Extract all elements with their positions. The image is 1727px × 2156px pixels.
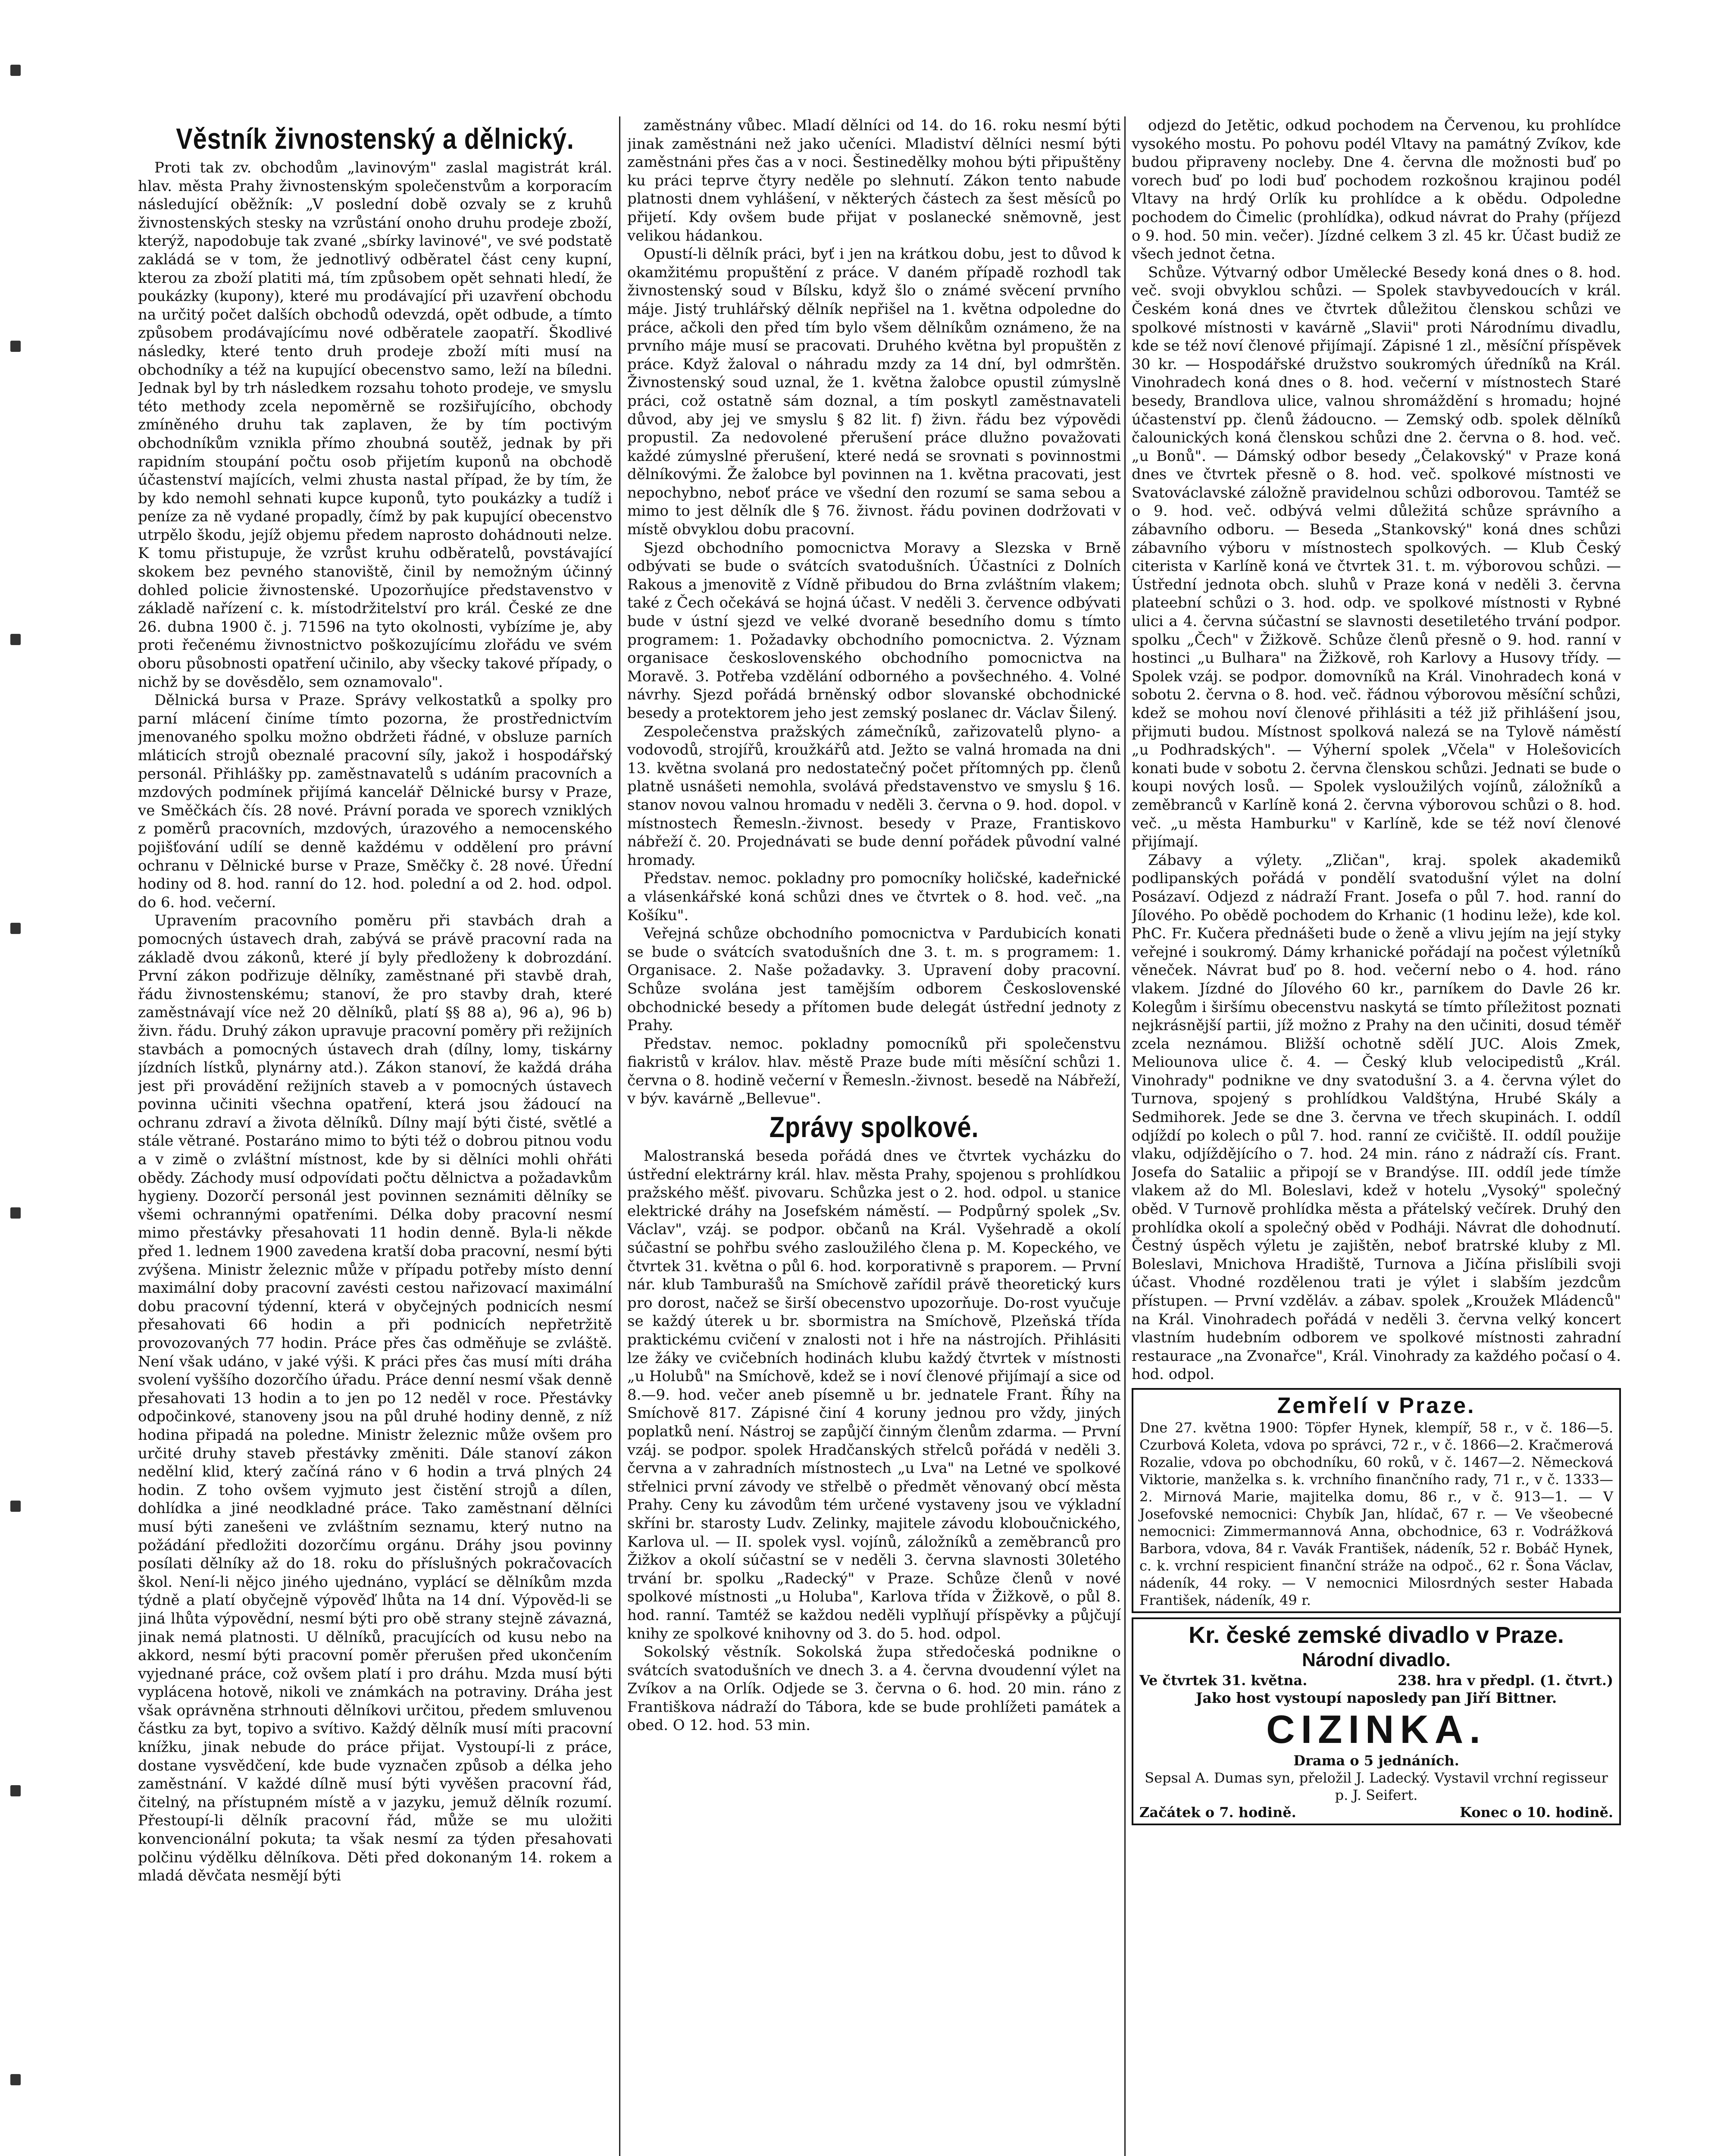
article-paragraph: Veřejná schůze obchodního pomocnictva v Pardubicích konati se bude o svátcích svatodušních dne 3. t. m. s programem: 1. Organisace. 2. Naše požadavky. 3. Upravení doby pracovní. Schůze svolána jest tamějším odborem Československé obchodnické besedy a přítomen bude delegát ústřední jednoty z Prahy. [627, 925, 1121, 1034]
performance-date: Ve čtvrtek 31. května. [1139, 1672, 1308, 1689]
column-rule [1124, 116, 1126, 2156]
column-rule [619, 116, 620, 2156]
binding-hole [10, 2074, 21, 2085]
performance-times-row [1139, 1804, 1613, 1821]
column-1 [138, 120, 612, 2156]
binding-hole [10, 341, 21, 352]
play-genre: Drama o 5 jednáních. [1293, 1752, 1459, 1769]
article-paragraph: Zespolečenstva pražských zámečníků, zařizovatelů plyno- a vodovodů, strojířů, kroužkářů atd. Ježto se valná hromada na dni 13. května svolaná pro nedostatečný počet přítomných pp. členů platně usnášeti nemohla, svolává představenstvo ve smyslu § 16. stanov novou valnou hromadu v neděli 3. června o 9. hod. dopol. v místnostech Řemesln.-živnost. besedy v Praze, Frantiskovo nábřeží č. 20. Projednávati se bude denní pořádek původní valné hromady. [627, 723, 1121, 869]
binding-hole [10, 1207, 21, 1219]
binding-hole [10, 923, 21, 934]
column-3 [1132, 116, 1621, 2156]
start-time: Začátek o 7. hodině. [1139, 1804, 1296, 1821]
binding-hole [10, 65, 21, 76]
play-title: CIZINKA. [1266, 1707, 1486, 1752]
article-paragraph: Opustí-li dělník práci, byť i jen na krátkou dobu, jest to důvod k okamžitému propuštění z práce. V daném případě rozhodl tak živnostenský soud v Bílsku, když šlo o známé svěcení prvního máje. Jistý truhlářský dělník nepřišel na 1. května odpoledne do práce, ačkoli den před tím bylo všem dělníkům oznámeno, že na prvního máje musí se pracovati. Druhého května byl propuštěn z práce. Když žaloval o náhradu mzdy za 14 dní, byl odmrštěn. Živnostenský soud uznal, že 1. května žalobce opustil zúmyslně práci, což ostatně sám doznal, a tím poskytl zaměstnavateli důvod, aby jej ve smyslu § 82 lit. f) živn. řádu bez výpovědi propustil. Za nedovolené přerušení práce dlužno považovati každé zúmyslné přerušení, které nedá se srovnati s povinnostmi dělníkovými. Že žalobce byl povinnen na 1. května pracovati, jest nepochybno, neboť práce ve všední den rozumí se sama sebou a mimo to jest dělník dle § 76. živnost. řádu povinen dodržovati v místě obvyklou dobu pracovní. [627, 245, 1121, 539]
binding-marks [9, 65, 26, 2156]
article-paragraph: Představ. nemoc. pokladny pomocníků při společenstvu fiakristů v králov. hlav. městě Praze bude míti měsíční schůzi 1. června o 8. hodině večerní v Řemesln.-živnost. besedě na Nábřeží, v býv. kavárně „Bellevue". [627, 1035, 1121, 1108]
section-heading-vestnik: Věstník živnostenský a dělnický. [176, 122, 574, 155]
article-paragraph: Schůze. Výtvarný odbor Umělecké Besedy koná dnes o 8. hod. več. svoji obvyklou schůzi. — Spolek stavbyvedoucích v král. Českém koná dnes ve čtvrtek důležitou členskou schůzi ve spolkové místnosti v kavárně „Slavii" proti Národnímu divadlu, kde se též noví členové přijímají. Zápisné 1 zl., měsíční příspěvek 30 kr. — Hospodářské družstvo soukromých úředníků na Král. Vinohradech koná dnes o 8. hod. večerní v místnostech Staré besedy, Brandlova ulice, valnou shromáždění s hromadu; hojné účastenství pp. členů žádoucno. — Zemský odb. spolek dělníků čalounických koná členskou schůzi dne 2. června o 8. hod. več. „u Bonů". — Dámský odbor besedy „Čelakovský" v Praze koná dnes ve čtvrtek přesně o 8. hod. več. spolkové místnosti ve Svatováclavské záložně pravidelnou schůzi odborovou. Tamtéž se o 9. hod. več. odbývá velmi důležitá schůze správního a zábavního odboru. — Beseda „Stankovský" koná dnes schůzi zábavního výboru v místnostech spolkových. — Klub Český citerista v Karlíně koná ve čtvrtek 31. t. m. výborovou schůzi. — Ústřední jednota obch. sluhů v Praze koná v neděli 3. června plateební schůzi o 3. hod. odp. ve spolkové místnosti v Rybné ulici a 4. června súčastní se slavnosti desetiletého trvání podpor. spolku „Čech" v Žižkově. Schůze členů přesně o 9. hod. ranní v hostinci „u Bulhara" na Žižkově, roh Karlovy a Husovy třídy. — Spolek vzáj. se podpor. domovníků na Král. Vinohradech koná v sobotu 2. června o 8. hod. več. řádnou výborovou měsíční schůzi, kdež se mohou noví členové přihlásiti a též již přihlášení jsou, přijmuti budou. Místnost spolková nalezá se na Tylově náměstí „u Podhradských". — Výherní spolek „Včela" v Holešovicích konati bude v sobotu 2. června členskou schůzi. Jednati se bude o koupi nových losů. — Spolek vysloužilých vojínů, záložníků a zeměbranců v Karlíně koná 2. června výborovou schůzi o 8. hod. več. „u města Hamburku" v Karlíně, kde se též noví členové přijímají. [1132, 263, 1621, 851]
deaths-notice-box [1132, 1388, 1621, 1613]
performance-date-row [1139, 1672, 1613, 1689]
guest-performer: Jako host vystoupí naposledy pan Jiří Bittner. [1195, 1689, 1557, 1706]
theatre-announcement [1132, 1617, 1621, 1825]
article-paragraph: Představ. nemoc. pokladny pro pomocníky holičské, kadeřnické a vlásenkářské koná schůzi dnes ve čtvrtek o 8. hod. več. „na Košíku". [627, 870, 1121, 924]
article-paragraph: Sokolský věstník. Sokolská župa středočeská podnikne o svátcích svatodušních ve dnech 3. a 4. června dvoudenní výlet na Zvíkov a na Orlík. Odjede se 3. června o 6. hod. 20 min. ráno z Františkova nádraží do Tábora, kde se bude prohlížeti památek a obed. O 12. hod. 53 min. [627, 1643, 1121, 1734]
deaths-notice-text: Dne 27. května 1900: Töpfer Hynek, klempíř, 58 r., v č. 186—5. Czurbová Koleta, vdova po správci, 72 r., v č. 1866—2. Kračmerová Rozalie, vdova po obchodníku, 60 roků, v č. 1467—2. Německová Viktorie, manželka s. k. vrchního finančního rady, 71 r., v č. 1333—2. Mirnová Marie, majitelka domu, 86 r., v č. 913—1. — V Josefovské nemocnici: Chybík Jan, hlídač, 67 r. — Ve všeobecné nemocnici: Zimmermannová Anna, obchodnice, 63 r. Vodrážková Barbora, vdova, 84 r. Vavák František, nádeník, 52 r. Bobáč Hynek, c. k. vrchní respicient finanční stráže na odpoč., 62 r. Šona Václav, nádeník, 44 roky. — V nemocnici Milosrdných sester Habada František, nádeník, 49 r. [1139, 1419, 1613, 1608]
theatre-subtitle: Národní divadlo. [1302, 1649, 1451, 1670]
column-2 [627, 116, 1121, 2156]
article-paragraph: zaměstnány vůbec. Mladí dělníci od 14. do 16. roku nesmí býti jinak zaměstnáni než jako učeníci. Mladiství dělníci nesmí býti zaměstnáni přes čas a v noci. Šestinedělky mohou býti připuštěny ku práci teprve čtyry neděle po slehnutí. Zákon tento nabude platnosti dnem vyhlášení, v některých částech za šest měsíců po přijetí. Kdy ovšem bude přijat v poslanecké sněmovně, jest velikou hádankou. [627, 117, 1121, 244]
article-paragraph: Proti tak zv. obchodům „lavinovým" zaslal magistrát král. hlav. města Prahy živnostenským společenstvům a korporacím následující oběžník: „V poslední době ozvaly se z kruhů živnostenských stesky na vzrůstání onoho druhu prodeje zboží, kterýž, napodobuje tak zvané „sbírky lavinové", ve své podstatě zakládá se v tom, že jednotlivý odběratel část ceny kupní, kterou za zboží platiti má, tím způsobem opět sehnati hledí, že poukázky (kupony), které mu prodávající při uzavření obchodu na určitý počet dalších obchodů odevzdá, opět odbude, a tímto způsobem prodávajícímu nové odběratele zaopatří. Škodlivé následky, které tento druh prodeje zboží míti musí na obchodníky a též na kupující obecenstvo samo, leží na bíledni. Jednak byl by trh následkem rozsahu tohoto prodeje, ve smyslu této methody zcela nepoměrně se rozšiřujícího, obchody zmíněného druhu tak zaplaven, že by tím poctivým obchodníkům vznikla přímo zhoubná soutěž, jednak by při rapidním stoupání počtu osob přijetím kuponů na obchodě účastenství majících, velmi zhusta nastal případ, že by tím, že by kdo nemohl sehnati kupce kuponů, tyto poukázky a tudíž i peníze za ně vydané propadly, čímž by pak kupující obecenstvo utrpělo škodu, jejíž objemu předem naprosto dohádnouti nelze. K tomu přistupuje, že vzrůst kruhu odběratelů, povstávající skokem bez pevného stanoviště, činil by nemožným účinný dohled policie živnostenské. Upozorňujíce představenstvo v základě nařízení c. k. místodržitelství pro král. České ze dne 26. dubna 1900 č. j. 71596 na tyto okolnosti, vybízíme je, aby proti řečenému živnostnictvo poškozujícímu zlořádu ve svém oboru působnosti opatření učinilo, aby všecky takové případy, o nichž by se dověsdělo, sem oznamovalo". [138, 159, 612, 691]
performance-subscription: 238. hra v předpl. (1. čtvrt.) [1397, 1672, 1613, 1689]
end-time: Konec o 10. hodině. [1460, 1804, 1613, 1821]
theatre-name: Kr. české zemské divadlo v Praze. [1189, 1622, 1564, 1648]
binding-hole [10, 634, 21, 645]
section-heading-zpravy: Zprávy spolkové. [769, 1111, 979, 1144]
binding-hole [10, 1785, 21, 1796]
deaths-notice-title: Zemřelí v Praze. [1277, 1393, 1476, 1418]
binding-hole [10, 1501, 21, 1512]
article-paragraph: Malostranská beseda pořádá dnes ve čtvrtek vycházku do ústřední elektrárny král. hlav. města Prahy, spojenou s prohlídkou pražského měšť. pivovaru. Schůzka jest o 2. hod. odpol. u stanice elektrické dráhy na Josefském náměstí. — Podpůrný spolek „Sv. Václav", vzáj. se podpor. občanů na Král. Vyšehradě a okolí súčastní se pohřbu svého zasloužilého člena p. M. Kopeckého, ve čtvrtek 31. května o půl 6. hod. korporativně s praporem. — První nár. klub Tamburašů na Smíchově zařídil právě theoretický kurs pro dorost, načež se širší obecenstvo upozorňuje. Do-rost vyučuje se každý úterek u br. sbormistra na Smíchově, Plzeňská třída praktickému cvičení v znalosti not i hře na nástrojích. Přihlásiti lze žáky ve cvičebních hodinách klubu každý čtvrtek v místnosti „u Holubů" na Smíchově, kdež se i noví členové přijímají a sice od 8.—9. hod. večer aneb písemně u br. jednatele Frant. Říhy na Smíchově 817. Zápisné činí 4 koruny jednou pro vždy, jiných poplatků není. Nástroj se zapůjčí činným členům zdarma. — První vzáj. se podpor. spolek Hradčanských střelců pořádá v neděli 3. června a v zahradních místnostech „u Lva" na Letné ve spolkové střelnici první závody ve střelbě o předmět věnovaný obcí města Prahy. Ceny ku závodům tém určené vystaveny jsou ve výkladní skříni br. starosty Ludv. Zelinky, majitele závodu kloboučnického, Karlova ul. — II. spolek vysl. vojínů, záložníků a zeměbranců pro Žižkov a okolí súčastní se v neděli 3. června slavnosti 30letého trvání br. spolku „Radecký" v Praze. Schůze členů v nové spolkové místnosti „u Holuba", Karlova třída v Žižkově, o půl 8. hod. ranní. Tamtéž se každou neděli vyplňují příspěvky a půjčují knihy ze spolkové knihovny od 3. do 5. hod. odpol. [627, 1147, 1121, 1642]
article-paragraph: Zábavy a výlety. „Zličan", kraj. spolek akademiků podlipanských pořádá v pondělí svatodušní výlet na dolní Posázaví. Odjezd z nádraží Frant. Josefa o půl 7. hod. ranní do Jílového. Po obědě pochodem do Krhanic (1 hodinu leže), kde kol. PhC. Fr. Kučera přednášeti bude o ženě a vlivu jejím na její styky veřejné i soukromý. Dámy krhanické pořádají na počest výletníků věneček. Návrat buď po 8. hod. večerní nebo o 4. hod. ráno vlakem. Jízdné do Jílového 60 kr., parníkem do Davle 26 kr. Kolegům i širšímu obecenstvu naskytá se tímto příležitost poznati nejkrásnější partii, jíž možno z Prahy na den učiniti, dosud téměř zcela neznámou. Bližší ochotně sdělí JUC. Alois Zmek, Meliounova ulice č. 4. — Český klub velocipedistů „Král. Vinohrady" podnikne ve dny svatodušní 3. a 4. června výlet do Turnova, spojený s prohlídkou Valdštýna, Hrubé Skály a Sedmihorek. Jede se dne 3. června ve třech skupinách. I. oddíl odjíždí po kolech o půl 7. hod. ranní ze cvičiště. II. oddíl použije vlaku, odjíždějícího o 7. hod. 24 min. ráno z nádraží cís. Frant. Josefa do Sataliic a připojí se v Brandýse. III. oddíl jede tímže vlakem až do Ml. Boleslavi, kdež v hotelu „Vysoký" společný oběd. V Turnově prohlídka města a přátelský večírek. Druhý den prohlídka okolí a společný oběd v Podháji. Návrat dle dohodnutí. Čestný úspěch výletu je zajištěn, neboť bratrské kluby z Ml. Boleslavi, Mnichova Hradiště, Turnova a Jičína přislíbili svoji účast. Vhodné rozdělenou trati je výlet i slabším jezdcům přístupen. — První vzděláv. a zábav. spolek „Kroužek Mládenců" na Král. Vinohradech pořádá v neděli 3. června velký koncert vlastním hudebním odborem ve spolkové místnosti zahradní restaurace „na Zvonařce", Král. Vinohrady za každého počasí o 4. hod. odpol. [1132, 851, 1621, 1383]
play-credits: Sepsal A. Dumas syn, přeložil J. Ladecký. Vystavil vrchní regisseur p. J. Seifert. [1145, 1769, 1608, 1803]
article-paragraph: odjezd do Jetětic, odkud pochodem na Červenou, ku prohlídce vysokého mostu. Po pohovu podél Vltavy na památný Zvíkov, kde budou připraveny nocleby. Dne 4. června dle možnosti buď po vorech buď po lodi buď pochodem rozkošnou krajinou podél Vltavy na hrdý Orlík ku prohlídce a k obědu. Odpoledne pochodem do Čimelic (prohlídka), odkud návrat do Prahy (příjezd o 9. hod. 50 min. večer). Jízdné celkem 3 zl. 45 kr. Účast budiž ze všech jednot četna. [1132, 117, 1621, 263]
article-paragraph: Sjezd obchodního pomocnictva Moravy a Slezska v Brně odbývati se bude o svátcích svatodušních. Účastníci z Dolních Rakous a jmenovitě z Vídně přibudou do Brna zvláštním vlakem; také z Čech očekává se hojná účast. V neděli 3. července odbývati bude v ústní sjezd ve velké dvoraně besedního domu s tímto programem: 1. Požadavky obchodního pomocnictva. 2. Význam organisace československého obchodního pomocnictva na Moravě. 3. Potřeba vzdělání odborného a povšechného. 4. Volné návrhy. Sjezd pořádá brněnský odbor slovanské obchodnické besedy a protektorem jeho jest zemský poslanec dr. Václav Šilený. [627, 539, 1121, 722]
article-paragraph: Upravením pracovního poměru při stavbách drah a pomocných ústavech drah, zabývá se právě pracovní rada na základě dvou zákonů, které jí byly předloženy k dobrozdání. První zákon podřizuje dělníky, zaměstnané při stavbě drah, řádu živnostenskému; stanoví, že pro stavby drah, které zaměstnávají více než 20 dělníků, platí §§ 88 a), 96 a), 96 b) živn. řádu. Druhý zákon upravuje pracovní poměry při režijních stavbách a pomocných ústavech drah (dílny, lomy, tiskárny jízdních lístků, plynárny atd.). Zákon stanoví, že každá dráha jest při provádění režijních staveb a v pomocných ústavech povinna učiniti všechna opatření, která jsou žádoucí na ochranu zdraví a života dělníků. Dílny mají býti čisté, světlé a stále větrané. Postaráno mimo to býti též o dobrou pitnou vodu a v zimě o zvláštní místnost, kde by si dělníci mohli ohřáti obědy. Záchody musí odpovídati počtu dělnictva a požadavkům hygieny. Dozorčí personál jest povinnen seznámiti dělníky se všemi ochrannými opatřeními. Délka doby pracovní nesmí mimo přestávky přesahovati 11 hodin denně. Byla-li někde před 1. lednem 1900 zavedena kratší doba pracovní, nesmí býti zvýšena. Ministr železnic může v případu potřeby místo denní maximální doby pracovní zavésti cestou nařizovací maximální dobu pracovní týdenní, která v obyčejných podnicích nesmí přesahovati 66 hodin a při podnicích nepřetržitě provozovaných 77 hodin. Práce přes čas odměňuje se zvláště. Není však udáno, v jaké výši. K práci přes čas musí míti dráha svolení vyššího dozorčího úřadu. Práce denní nesmí však denně přesahovati 13 hodin a to jen po 12 neděl v roce. Přestávky odpočinkové, stanoveny jsou na půl druhé hodiny denně, z níž hodina připadá na poledne. Ministr železnic může ovšem pro určité druhy staveb přestávky změniti. Dále stanoví zákon nedělní klid, který začíná ráno v 6 hodin a trvá plných 24 hodin. Z toho ovšem vyjmuto jest čistění strojů a dílen, dohlídka a jiné neodkladné práce. Tako zaměstnaní dělníci musí býti zanešeni ve zvláštním seznamu, který nutno na požádání předložiti dozorčímu orgánu. Dráhy jsou povinny posílati dělníky až do 18. roku do příslušných pokračovacích škol. Není-li nějco jiného ujednáno, vyplácí se dělníkům mzda týdně a platí obyčejně výpověď lhůta na 14 dní. Výpověd-li se jiná lhůta výpovědní, nesmí býti pro obě strany stejně závazná, jinak nemá platnosti. U dělníků, pracujících od kusu nebo na akkord, nesmí býti pracovní poměr přerušen před ukončením vyjednané práce, což ovšem platí i pro dráhu. Mzda musí býti vyplácena hotově, nikoli ve známkách na potraviny. Dráha jest však oprávněna strhnouti dělníkovi určitou, předem smluvenou částku za byt, topivo a svítivo. Každý dělník musí míti pracovní knížku, jinak nebude do práce přijat. Vystoupí-li z práce, dostane vysvědčení, kde bude vyznačen způsob a délka jeho zaměstnání. V každé dílně musí býti vyvěšen pracovní řád, čitelný, na přístupném místě a v jazyku, jemuž dělník rozumí. Přestoupí-li dělník pracovní řád, může se mu uložiti konvencionální pokuta; ta však nesmí za týden přesahovati polčinu výdělku dělníkova. Děti před dokonaným 14. rokem a mladá děvčata nesmějí býti [138, 912, 612, 1885]
article-paragraph: Dělnická bursa v Praze. Správy velkostatků a spolky pro parní mlácení činíme tímto pozorna, že prostřednictvím jmenovaného spolku možno obdržeti řádné, v obsluze parních mláticích strojů obeznalé pracovní síly, jakož i hospodářský personál. Přihlášky pp. zaměstnavatelů s udáním pracovních a mzdových podmínek přijímá kancelář Dělnické bursy v Praze, ve Směčkách čís. 28 nové. Právní porada ve sporech vzniklých z poměrů pracovních, mzdových, úrazového a nemocenského pojišťování udílí se denně každému v oddělení pro právní ochranu v Dělnické burse v Praze, Směčky č. 28 nové. Úřední hodiny od 8. hod. ranní do 12. hod. polední a od 2. hod. odpol. do 6. hod. večerní. [138, 692, 612, 911]
